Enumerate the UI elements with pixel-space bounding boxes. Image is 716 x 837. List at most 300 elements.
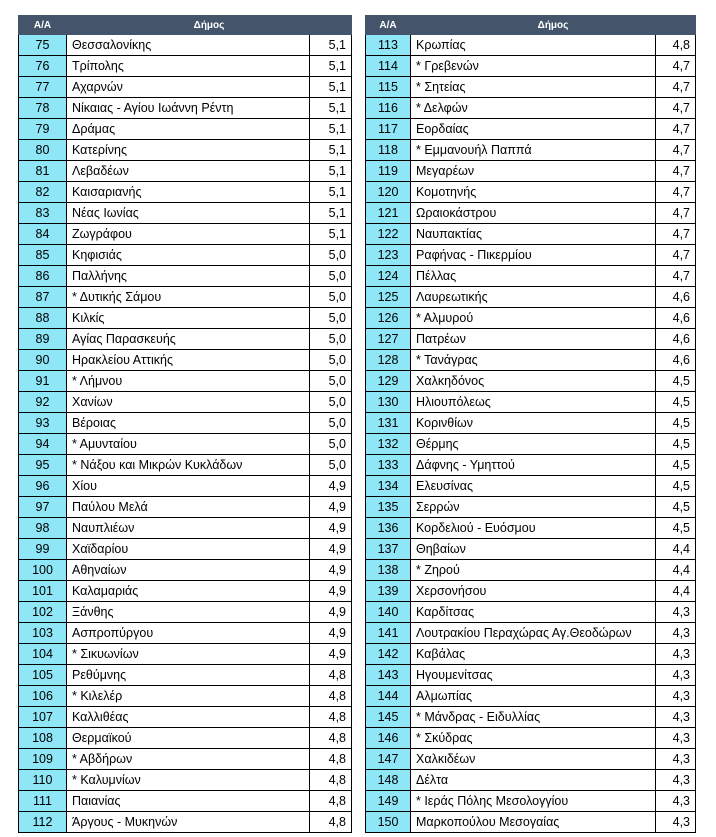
table-row	[366, 728, 696, 749]
value-cell: 4,9	[310, 602, 352, 623]
value-cell: 4,5	[656, 455, 696, 476]
table-row	[366, 392, 696, 413]
value-cell: 4,5	[656, 371, 696, 392]
rank-cell: 77	[19, 77, 67, 98]
municipality-cell: Κιλκίς	[67, 308, 310, 329]
rank-cell: 96	[19, 476, 67, 497]
value-cell: 4,7	[656, 140, 696, 161]
header-dimos: Δήμος	[411, 16, 696, 35]
rank-cell: 138	[366, 560, 411, 581]
rank-cell: 89	[19, 329, 67, 350]
rank-cell: 84	[19, 224, 67, 245]
rank-cell: 97	[19, 497, 67, 518]
municipality-cell: Κορδελιού - Ευόσμου	[411, 518, 656, 539]
municipality-cell: Κατερίνης	[67, 140, 310, 161]
value-cell: 5,0	[310, 350, 352, 371]
table-row	[19, 707, 352, 728]
rank-cell: 105	[19, 665, 67, 686]
value-cell: 5,1	[310, 98, 352, 119]
value-cell: 4,8	[310, 728, 352, 749]
value-cell: 5,0	[310, 455, 352, 476]
rank-cell: 104	[19, 644, 67, 665]
value-cell: 5,0	[310, 287, 352, 308]
municipality-cell: Κρωπίας	[411, 35, 656, 56]
municipality-cell: Παύλου Μελά	[67, 497, 310, 518]
value-cell: 5,0	[310, 434, 352, 455]
rank-cell: 146	[366, 728, 411, 749]
municipality-cell: Χερσονήσου	[411, 581, 656, 602]
municipality-cell: Ρεθύμνης	[67, 665, 310, 686]
value-cell: 4,8	[310, 770, 352, 791]
municipality-cell: * Γρεβενών	[411, 56, 656, 77]
rank-cell: 120	[366, 182, 411, 203]
municipality-cell: Παλλήνης	[67, 266, 310, 287]
rank-cell: 100	[19, 560, 67, 581]
municipality-cell: Νίκαιας - Αγίου Ιωάννη Ρέντη	[67, 98, 310, 119]
rank-cell: 122	[366, 224, 411, 245]
municipality-cell: Ραφήνας - Πικερμίου	[411, 245, 656, 266]
value-cell: 4,7	[656, 224, 696, 245]
rank-cell: 130	[366, 392, 411, 413]
value-cell: 4,8	[310, 749, 352, 770]
rank-cell: 128	[366, 350, 411, 371]
value-cell: 4,8	[310, 812, 352, 833]
municipality-cell: Θερμαϊκού	[67, 728, 310, 749]
municipality-cell: * Αβδήρων	[67, 749, 310, 770]
table-row	[19, 812, 352, 833]
rank-cell: 142	[366, 644, 411, 665]
municipality-cell: Άργους - Μυκηνών	[67, 812, 310, 833]
municipality-cell: Ναυπακτίας	[411, 224, 656, 245]
table-row	[366, 602, 696, 623]
rank-cell: 112	[19, 812, 67, 833]
rank-cell: 95	[19, 455, 67, 476]
rank-cell: 86	[19, 266, 67, 287]
table-row	[366, 140, 696, 161]
municipality-cell: Κομοτηνής	[411, 182, 656, 203]
rank-cell: 149	[366, 791, 411, 812]
rank-cell: 143	[366, 665, 411, 686]
table-row	[366, 686, 696, 707]
value-cell: 4,3	[656, 665, 696, 686]
value-cell: 4,7	[656, 119, 696, 140]
rank-cell: 92	[19, 392, 67, 413]
table-row	[19, 581, 352, 602]
rank-cell: 131	[366, 413, 411, 434]
value-cell: 4,7	[656, 77, 696, 98]
value-cell: 4,3	[656, 707, 696, 728]
table-row	[19, 434, 352, 455]
municipality-cell: Μεγαρέων	[411, 161, 656, 182]
rank-cell: 137	[366, 539, 411, 560]
value-cell: 5,0	[310, 392, 352, 413]
table-row	[366, 812, 696, 833]
municipality-cell: * Νάξου και Μικρών Κυκλάδων	[67, 455, 310, 476]
table-row	[366, 35, 696, 56]
municipality-cell: * Τανάγρας	[411, 350, 656, 371]
municipality-cell: * Ζηρού	[411, 560, 656, 581]
rank-cell: 134	[366, 476, 411, 497]
value-cell: 4,7	[656, 266, 696, 287]
municipality-cell: Ασπροπύργου	[67, 623, 310, 644]
rank-cell: 136	[366, 518, 411, 539]
table-row	[366, 623, 696, 644]
table-row	[19, 308, 352, 329]
table-row	[19, 266, 352, 287]
value-cell: 4,9	[310, 476, 352, 497]
municipality-cell: * Σικυωνίων	[67, 644, 310, 665]
rank-cell: 114	[366, 56, 411, 77]
value-cell: 4,5	[656, 434, 696, 455]
left-ranking-table	[18, 15, 352, 833]
rank-cell: 109	[19, 749, 67, 770]
value-cell: 4,3	[656, 791, 696, 812]
municipality-cell: Ξάνθης	[67, 602, 310, 623]
municipality-cell: Παιανίας	[67, 791, 310, 812]
municipality-cell: Καρδίτσας	[411, 602, 656, 623]
table-row	[19, 350, 352, 371]
value-cell: 4,7	[656, 245, 696, 266]
rank-cell: 133	[366, 455, 411, 476]
table-row	[366, 371, 696, 392]
value-cell: 4,3	[656, 623, 696, 644]
municipality-cell: * Κιλελέρ	[67, 686, 310, 707]
rank-cell: 117	[366, 119, 411, 140]
value-cell: 4,3	[656, 770, 696, 791]
table-row	[19, 329, 352, 350]
municipality-cell: * Σκύδρας	[411, 728, 656, 749]
value-cell: 4,3	[656, 728, 696, 749]
value-cell: 4,4	[656, 539, 696, 560]
municipality-cell: Αθηναίων	[67, 560, 310, 581]
rank-cell: 132	[366, 434, 411, 455]
table-row	[366, 56, 696, 77]
rank-cell: 107	[19, 707, 67, 728]
municipality-cell: * Καλυμνίων	[67, 770, 310, 791]
header-dimos: Δήμος	[67, 16, 352, 35]
right-ranking-table	[365, 15, 696, 833]
municipality-cell: Ναυπλιέων	[67, 518, 310, 539]
municipality-cell: * Μάνδρας - Ειδυλλίας	[411, 707, 656, 728]
municipality-cell: Θεσσαλονίκης	[67, 35, 310, 56]
table-row	[366, 77, 696, 98]
value-cell: 4,6	[656, 308, 696, 329]
table-row	[366, 749, 696, 770]
rank-cell: 79	[19, 119, 67, 140]
value-cell: 4,8	[310, 665, 352, 686]
table-row	[19, 203, 352, 224]
table-row	[19, 35, 352, 56]
header-aa: Α/Α	[19, 16, 67, 35]
table-row	[366, 518, 696, 539]
value-cell: 4,9	[310, 560, 352, 581]
table-row	[19, 539, 352, 560]
municipality-cell: Δάφνης - Υμηττού	[411, 455, 656, 476]
value-cell: 4,5	[656, 392, 696, 413]
municipality-cell: * Δελφών	[411, 98, 656, 119]
rank-cell: 87	[19, 287, 67, 308]
rank-cell: 124	[366, 266, 411, 287]
rank-cell: 103	[19, 623, 67, 644]
table-row	[366, 203, 696, 224]
rank-cell: 135	[366, 497, 411, 518]
rank-cell: 150	[366, 812, 411, 833]
table-row	[19, 224, 352, 245]
table-row	[19, 455, 352, 476]
value-cell: 4,5	[656, 518, 696, 539]
table-row	[19, 665, 352, 686]
rank-cell: 81	[19, 161, 67, 182]
value-cell: 4,6	[656, 287, 696, 308]
rank-cell: 140	[366, 602, 411, 623]
rank-cell: 111	[19, 791, 67, 812]
municipality-cell: * Εμμανουήλ Παππά	[411, 140, 656, 161]
municipality-cell: Βέροιας	[67, 413, 310, 434]
municipality-cell: Δέλτα	[411, 770, 656, 791]
value-cell: 5,1	[310, 140, 352, 161]
value-cell: 4,5	[656, 476, 696, 497]
municipality-cell: Πέλλας	[411, 266, 656, 287]
table-row	[19, 98, 352, 119]
table-row	[19, 182, 352, 203]
table-row	[19, 77, 352, 98]
municipality-cell: Καισαριανής	[67, 182, 310, 203]
municipality-cell: Αλμωπίας	[411, 686, 656, 707]
table-row	[366, 644, 696, 665]
municipality-cell: Νέας Ιωνίας	[67, 203, 310, 224]
rank-cell: 141	[366, 623, 411, 644]
table-row	[366, 119, 696, 140]
municipality-cell: Δράμας	[67, 119, 310, 140]
table-row	[366, 476, 696, 497]
municipality-cell: Εορδαίας	[411, 119, 656, 140]
municipality-cell: Λεβαδέων	[67, 161, 310, 182]
rank-cell: 91	[19, 371, 67, 392]
table-row	[19, 686, 352, 707]
table-row	[366, 161, 696, 182]
rank-cell: 98	[19, 518, 67, 539]
value-cell: 4,7	[656, 56, 696, 77]
municipality-cell: Καβάλας	[411, 644, 656, 665]
table-row	[19, 119, 352, 140]
table-row	[366, 497, 696, 518]
table-row	[366, 707, 696, 728]
value-cell: 4,9	[310, 518, 352, 539]
rank-cell: 83	[19, 203, 67, 224]
municipality-cell: Χαλκηδόνος	[411, 371, 656, 392]
table-row	[366, 287, 696, 308]
rank-cell: 88	[19, 308, 67, 329]
municipality-cell: Καλλιθέας	[67, 707, 310, 728]
municipality-cell: * Δυτικής Σάμου	[67, 287, 310, 308]
value-cell: 5,0	[310, 308, 352, 329]
table-row	[19, 392, 352, 413]
municipality-cell: * Ιεράς Πόλης Μεσολογγίου	[411, 791, 656, 812]
value-cell: 4,8	[310, 707, 352, 728]
municipality-cell: Ελευσίνας	[411, 476, 656, 497]
table-row	[19, 497, 352, 518]
value-cell: 4,9	[310, 581, 352, 602]
rank-cell: 139	[366, 581, 411, 602]
municipality-cell: * Αλμυρού	[411, 308, 656, 329]
value-cell: 4,7	[656, 203, 696, 224]
rank-cell: 76	[19, 56, 67, 77]
table-row	[19, 161, 352, 182]
table-row	[19, 140, 352, 161]
municipality-cell: Πατρέων	[411, 329, 656, 350]
table-header-row	[19, 16, 352, 35]
rank-cell: 93	[19, 413, 67, 434]
value-cell: 5,1	[310, 224, 352, 245]
table-row	[366, 266, 696, 287]
municipality-cell: Ηλιουπόλεως	[411, 392, 656, 413]
table-row	[19, 518, 352, 539]
value-cell: 5,0	[310, 329, 352, 350]
municipality-cell: Αγίας Παρασκευής	[67, 329, 310, 350]
table-row	[366, 665, 696, 686]
table-row	[366, 581, 696, 602]
table-row	[19, 791, 352, 812]
table-row	[19, 476, 352, 497]
rank-cell: 106	[19, 686, 67, 707]
value-cell: 4,5	[656, 497, 696, 518]
table-row	[19, 728, 352, 749]
table-row	[19, 287, 352, 308]
value-cell: 5,0	[310, 371, 352, 392]
value-cell: 4,9	[310, 497, 352, 518]
value-cell: 5,1	[310, 203, 352, 224]
table-row	[366, 770, 696, 791]
rank-cell: 127	[366, 329, 411, 350]
value-cell: 4,9	[310, 539, 352, 560]
value-cell: 4,8	[310, 686, 352, 707]
rank-cell: 113	[366, 35, 411, 56]
municipality-cell: * Λήμνου	[67, 371, 310, 392]
rank-cell: 99	[19, 539, 67, 560]
table-row	[366, 308, 696, 329]
rank-cell: 78	[19, 98, 67, 119]
municipality-cell: * Αμυνταίου	[67, 434, 310, 455]
value-cell: 4,7	[656, 98, 696, 119]
municipality-cell: Ωραιοκάστρου	[411, 203, 656, 224]
right-table-body	[366, 35, 696, 833]
rank-cell: 75	[19, 35, 67, 56]
value-cell: 5,1	[310, 161, 352, 182]
value-cell: 4,3	[656, 602, 696, 623]
left-table-body	[19, 35, 352, 833]
value-cell: 5,1	[310, 56, 352, 77]
rank-cell: 148	[366, 770, 411, 791]
table-row	[366, 455, 696, 476]
value-cell: 4,6	[656, 329, 696, 350]
table-row	[366, 413, 696, 434]
municipality-cell: Μαρκοπούλου Μεσογαίας	[411, 812, 656, 833]
table-row	[19, 245, 352, 266]
value-cell: 4,3	[656, 686, 696, 707]
table-row	[366, 539, 696, 560]
rank-cell: 94	[19, 434, 67, 455]
rank-cell: 145	[366, 707, 411, 728]
value-cell: 4,4	[656, 581, 696, 602]
value-cell: 4,3	[656, 644, 696, 665]
rank-cell: 118	[366, 140, 411, 161]
value-cell: 4,7	[656, 161, 696, 182]
municipality-cell: Θηβαίων	[411, 539, 656, 560]
rank-cell: 110	[19, 770, 67, 791]
value-cell: 4,3	[656, 749, 696, 770]
value-cell: 4,9	[310, 623, 352, 644]
table-row	[366, 245, 696, 266]
table-row	[366, 98, 696, 119]
municipality-cell: Χίου	[67, 476, 310, 497]
value-cell: 4,6	[656, 350, 696, 371]
municipality-cell: Κορινθίων	[411, 413, 656, 434]
value-cell: 5,1	[310, 182, 352, 203]
value-cell: 5,1	[310, 119, 352, 140]
rank-cell: 125	[366, 287, 411, 308]
rank-cell: 101	[19, 581, 67, 602]
municipality-cell: Ζωγράφου	[67, 224, 310, 245]
municipality-cell: Χαλκιδέων	[411, 749, 656, 770]
table-row	[19, 560, 352, 581]
header-aa: Α/Α	[366, 16, 411, 35]
rank-cell: 82	[19, 182, 67, 203]
table-row	[19, 623, 352, 644]
municipality-cell: * Σητείας	[411, 77, 656, 98]
value-cell: 4,7	[656, 182, 696, 203]
table-row	[366, 182, 696, 203]
table-row	[19, 413, 352, 434]
municipality-cell: Σερρών	[411, 497, 656, 518]
municipality-cell: Κηφισιάς	[67, 245, 310, 266]
table-row	[19, 56, 352, 77]
municipality-cell: Καλαμαριάς	[67, 581, 310, 602]
municipality-cell: Χανίων	[67, 392, 310, 413]
municipality-cell: Ηγουμενίτσας	[411, 665, 656, 686]
rank-cell: 123	[366, 245, 411, 266]
value-cell: 5,1	[310, 77, 352, 98]
table-row	[19, 644, 352, 665]
rank-cell: 116	[366, 98, 411, 119]
table-row	[366, 791, 696, 812]
municipality-cell: Θέρμης	[411, 434, 656, 455]
value-cell: 5,1	[310, 35, 352, 56]
table-row	[19, 371, 352, 392]
rank-cell: 102	[19, 602, 67, 623]
value-cell: 4,3	[656, 812, 696, 833]
municipality-cell: Αχαρνών	[67, 77, 310, 98]
value-cell: 4,9	[310, 644, 352, 665]
table-row	[19, 749, 352, 770]
table-row	[19, 602, 352, 623]
table-row	[366, 350, 696, 371]
rank-cell: 121	[366, 203, 411, 224]
rank-cell: 129	[366, 371, 411, 392]
rank-cell: 108	[19, 728, 67, 749]
municipality-cell: Λουτρακίου Περαχώρας Αγ.Θεοδώρων	[411, 623, 656, 644]
value-cell: 4,8	[656, 35, 696, 56]
rank-cell: 147	[366, 749, 411, 770]
rank-cell: 80	[19, 140, 67, 161]
rank-cell: 85	[19, 245, 67, 266]
municipality-cell: Χαϊδαρίου	[67, 539, 310, 560]
municipality-cell: Λαυρεωτικής	[411, 287, 656, 308]
table-row	[366, 224, 696, 245]
municipality-cell: Ηρακλείου Αττικής	[67, 350, 310, 371]
rank-cell: 119	[366, 161, 411, 182]
rank-cell: 126	[366, 308, 411, 329]
table-row	[366, 329, 696, 350]
